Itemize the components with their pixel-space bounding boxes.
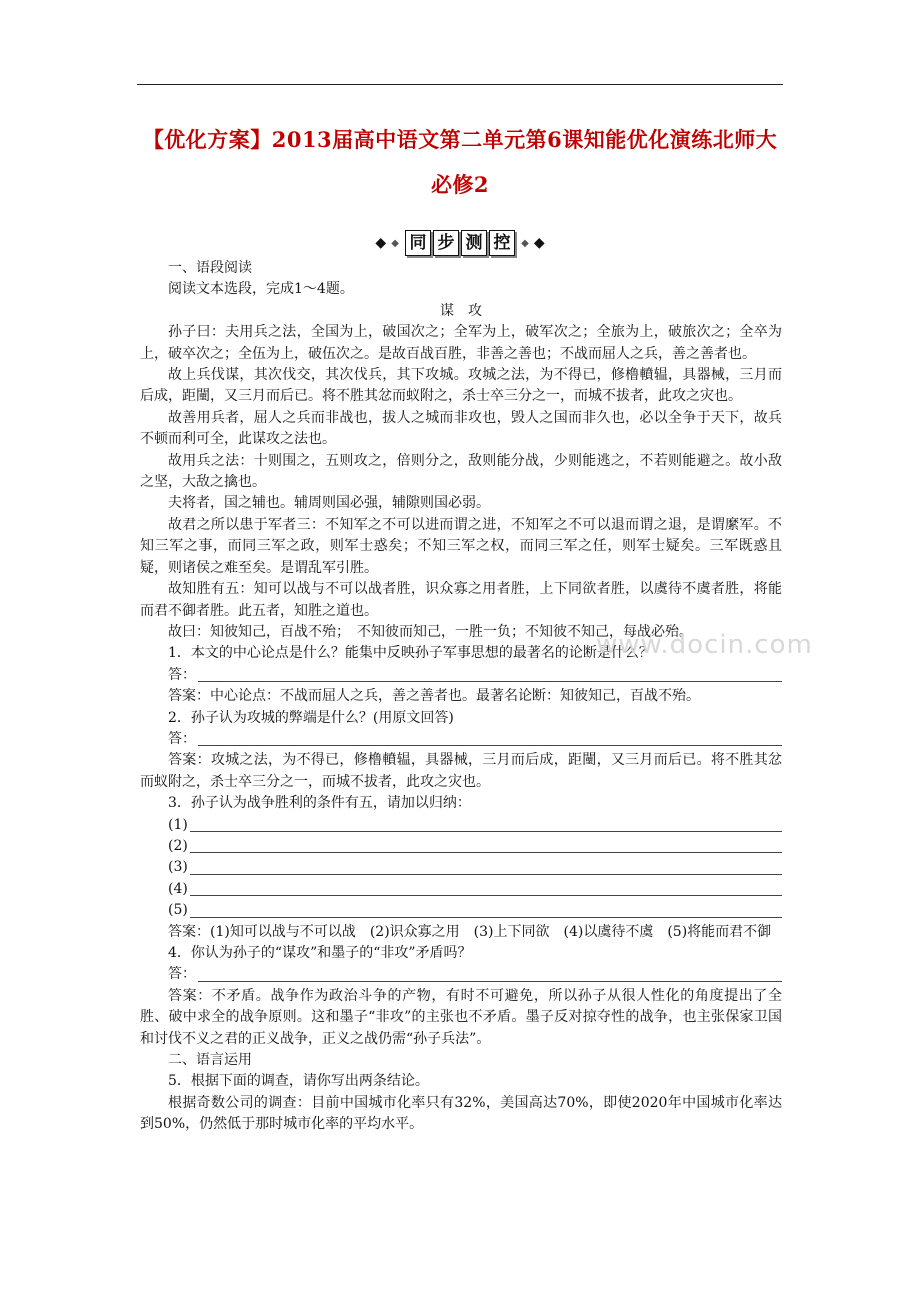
blank-number: (1) [168,816,188,833]
answer-blank-3-5[interactable] [140,900,782,921]
passage-paragraph: 孙子曰：夫用兵之法，全国为上，破国次之；全军为上，破军次之；全旅为上，破旅次之；全卒为上，破卒次之；全伍为上，破伍次之。是故百战百胜，非善之善也；不战而屈人之兵，善之善者也。 [140,324,782,362]
small-diamond-icon: ◆ [391,237,399,249]
passage-paragraph: 故用兵之法：十则围之，五则攻之，倍则分之，敌则能分战，少则能逃之，不若则能避之。故小敌之坚，大敌之擒也。 [140,452,782,491]
answer-blank-4[interactable] [140,964,782,985]
header-rule [137,84,783,85]
answer-blank-3-2[interactable] [140,836,782,857]
answer-4: 答案：不矛盾。战争作为政治斗争的产物，有时不可避免，所以孙子从很人性化的角度提出了全胜、破中求全的战争原则。这和墨子“非攻”的主张也不矛盾。墨子反对掠夺性的战争，也主张保家卫国和讨伐不义之君的正义战争，正义之战仍需“孙子兵法”。 [140,987,782,1047]
answer-label: 答： [168,730,196,747]
passage-paragraph: 故君之所以患于军者三：不知军之不可以进而谓之进，不知军之不可以退而谓之退，是谓縻军。不知三军之事，而同三军之政，则军士惑矣；不知三军之权，而同三军之任，则军士疑矣。三军既惑且疑，则诸侯之难至矣。是谓乱军引胜。 [140,516,782,576]
passage-paragraph: 故知胜有五：知可以战与不可以战者胜，识众寡之用者胜，上下同欲者胜，以虞待不虞者胜，将能而君不御者胜。此五者，知胜之道也。 [140,581,782,619]
watermark: www.docin.com [596,630,813,660]
answer-blank-2[interactable] [140,729,782,750]
answer-2: 答案：攻城之法，为不得已，修橹轒辒，具器械，三月而后成，距闉，又三月而后已。将不胜其忿而蚁附之，杀士卒三分之一，而城不拔者，此攻之灾也。 [140,752,782,790]
diamond-icon: ◆ [375,235,387,251]
answer-blank-1[interactable] [140,665,782,686]
blank-number: (3) [168,859,188,876]
answer-label: 答： [168,966,196,983]
section-intro: 阅读文本选段，完成1～4题。 [168,281,354,298]
answer-3: 答案：(1)知可以战与不可以战 (2)识众寡之用 (3)上下同欲 (4)以虞待不虞 (5)将能而君不御 [168,923,772,940]
banner-char: 步 [433,230,459,256]
answer-blank-3-3[interactable] [140,857,782,878]
passage-paragraph: 夫将者，国之辅也。辅周则国必强，辅隙则国必弱。 [168,495,490,512]
text-title: 谋 攻 [440,302,482,319]
answer-label: 答： [168,666,196,683]
answer-blank-3-4[interactable] [140,879,782,900]
blank-number: (5) [168,902,188,919]
question-1: 1．本文的中心论点是什么？能集中反映孙子军事思想的最著名的论断是什么？ [168,645,653,662]
question-5-text: 根据奇数公司的调查：目前中国城市化率只有32%，美国高达70%，即使2020年中国城市化率达到50%，仍然低于那时城市化率的平均水平。 [140,1094,782,1133]
section-heading: 二、语言运用 [168,1052,252,1069]
question-2: 2．孙子认为攻城的弊端是什么？(用原文回答) [168,709,454,726]
passage-paragraph: 故善用兵者，屈人之兵而非战也，拔人之城而非攻也，毁人之国而非久也，必以全争于天下，故兵不顿而利可全，此谋攻之法也。 [140,409,782,448]
document-title-line1: 【优化方案】2013届高中语文第二单元第6课知能优化演练北师大 [142,127,778,152]
banner-char: 同 [405,230,431,256]
question-3: 3．孙子认为战争胜利的条件有五，请加以归纳： [168,795,471,812]
question-4: 4．你认为孙子的“谋攻”和墨子的“非攻”矛盾吗？ [168,945,472,961]
answer-blank-3-1[interactable] [140,815,782,836]
section-banner [0,230,920,260]
passage-paragraph: 故曰：知彼知己，百战不殆； 不知彼而知己，一胜一负；不知彼不知己，每战必殆。 [168,623,693,640]
passage-paragraph: 故上兵伐谋，其次伐交，其次伐兵，其下攻城。攻城之法，为不得已，修橹轒辒，具器械，三月而后成，距闉，又三月而后已。将不胜其忿而蚁附之，杀士卒三分之一，而城不拔者，此攻之灾也。 [140,367,782,405]
banner-char: 测 [461,230,487,256]
document-title-line2: 必修2 [430,172,490,197]
answer-1: 答案：中心论点：不战而屈人之兵，善之善者也。最著名论断：知彼知己，百战不殆。 [168,688,700,705]
section-heading: 一、语段阅读 [168,260,252,276]
banner-char: 控 [489,230,515,256]
document-body [140,258,782,1136]
diamond-icon: ◆ [533,235,545,251]
small-diamond-icon: ◆ [521,237,529,249]
blank-number: (4) [168,880,188,897]
question-5: 5．根据下面的调查，请你写出两条结论。 [168,1073,429,1090]
blank-number: (2) [168,837,188,854]
